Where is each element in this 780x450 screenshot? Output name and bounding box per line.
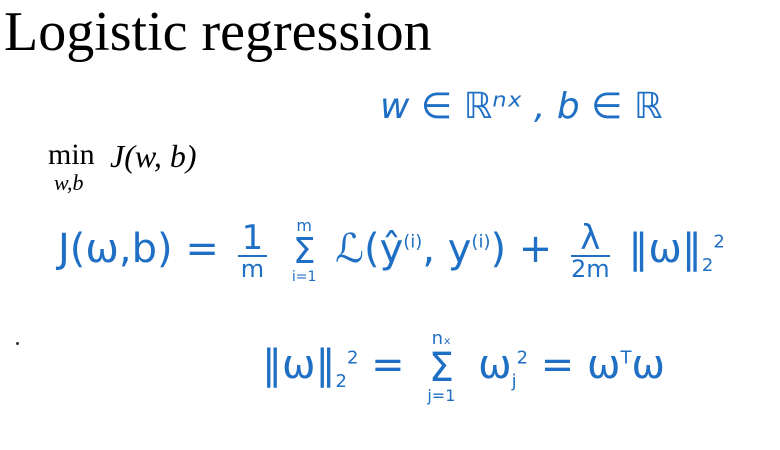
weight-norm-term: $‖\omega‖_2^2$: [628, 226, 725, 276]
min-operator: min: [48, 138, 95, 171]
cost-lhs: J(ω,b) =: [58, 226, 219, 272]
slide-title: Logistic regression: [4, 1, 432, 63]
parameter-domain-note: w ∈ ℝⁿˣ , b ∈ ℝ: [380, 86, 663, 127]
norm-lhs: $‖\omega‖_2^2$: [262, 342, 359, 392]
summation-j: nₓ Σ j=1: [427, 328, 456, 405]
summation-i: m Σ i=1: [291, 216, 317, 285]
one-over-m-fraction: $\frac{1}{m}$: [238, 221, 268, 281]
min-subscript: w,b: [54, 170, 84, 195]
loss-term: $ℒ(ŷ^{(i)}$, $y^{(i)}$) +: [335, 226, 553, 272]
squared-weight-term: $\omega_j^2$: [478, 342, 529, 392]
lambda-over-2m-fraction: $\frac{\lambda}{2m}$: [571, 218, 610, 283]
regularized-cost-function: [58, 218, 725, 284]
transpose-product: = $\omega^T\omega$: [540, 342, 666, 388]
l2-norm-definition: [262, 330, 665, 404]
equals-sign: =: [371, 342, 405, 388]
objective-expression: J(w, b): [110, 138, 197, 174]
stray-ink-dot: [16, 342, 19, 345]
